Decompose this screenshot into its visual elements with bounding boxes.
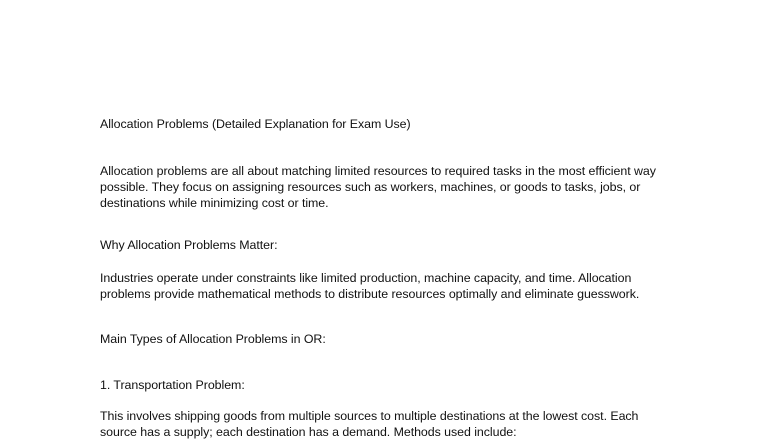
document-title: Allocation Problems (Detailed Explanation for Exam Use) (100, 117, 411, 131)
intro-paragraph-line: possible. They focus on assigning resources such as workers, machines, or goods to tasks, jobs, or (100, 180, 641, 194)
why-heading: Why Allocation Problems Matter: (100, 238, 278, 252)
transportation-heading: 1. Transportation Problem: (100, 378, 245, 392)
why-paragraph-line: Industries operate under constraints like limited production, machine capacity, and time. Allocation (100, 271, 632, 285)
types-heading: Main Types of Allocation Problems in OR: (100, 332, 326, 346)
intro-paragraph-line: destinations while minimizing cost or time. (100, 196, 329, 210)
transportation-paragraph-line: source has a supply; each destination has a demand. Methods used include: (100, 425, 517, 439)
intro-paragraph-line: Allocation problems are all about matching limited resources to required tasks in the most efficient way (100, 164, 656, 178)
transportation-paragraph-line: This involves shipping goods from multiple sources to multiple destinations at the lowest cost. Each (100, 409, 639, 423)
why-paragraph-line: problems provide mathematical methods to distribute resources optimally and eliminate guesswork. (100, 287, 640, 301)
